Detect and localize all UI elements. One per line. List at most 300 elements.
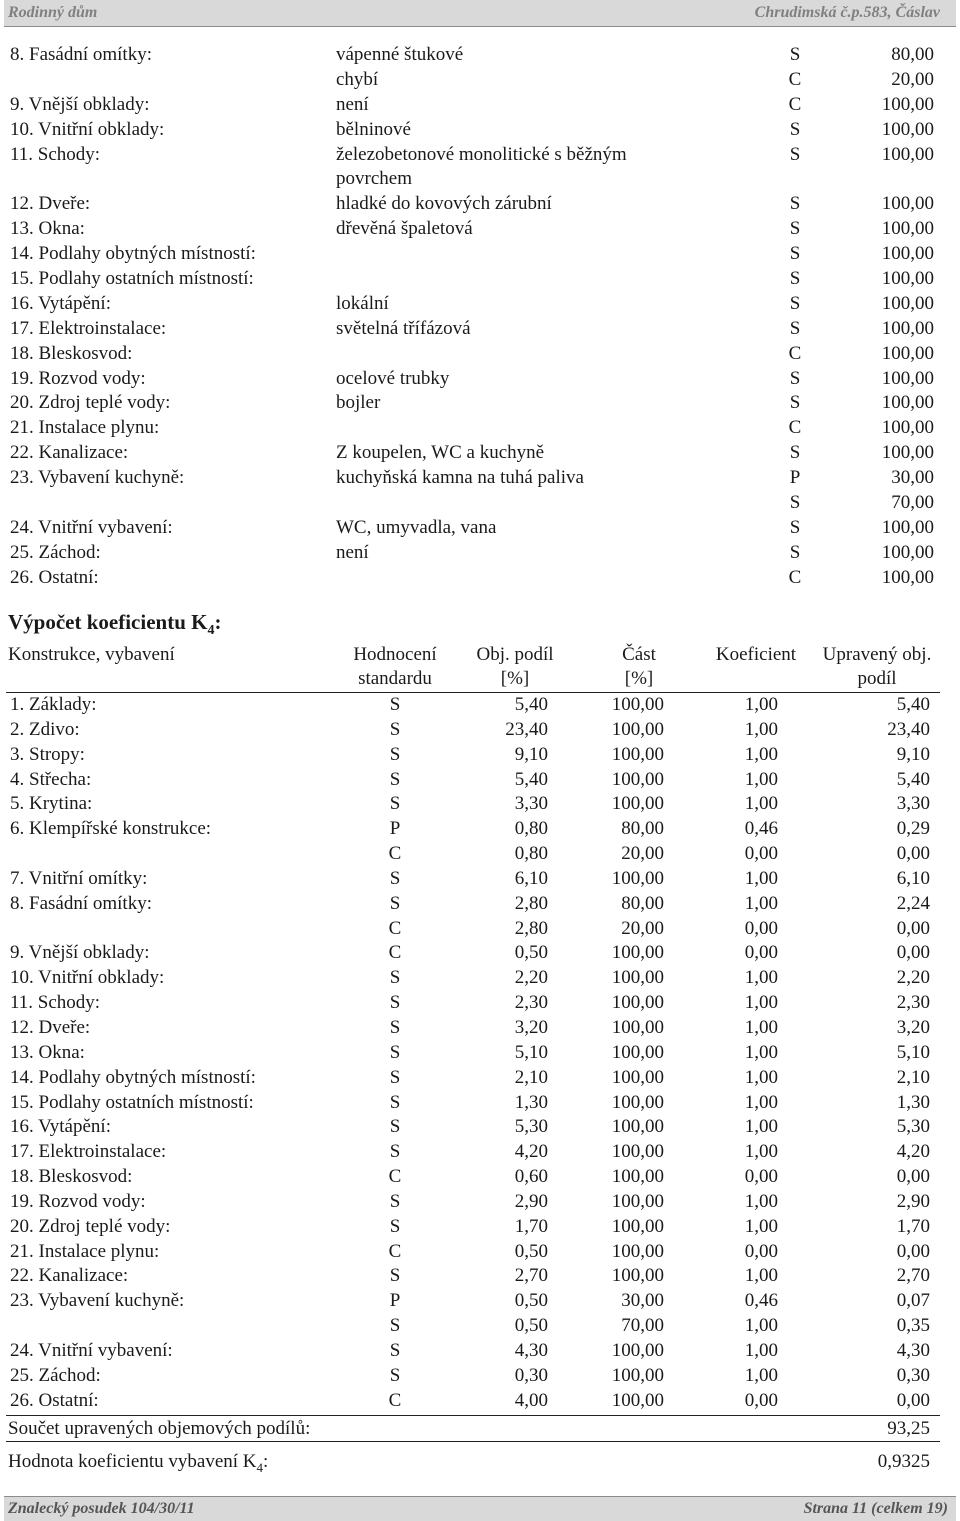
row-construction: 12. Dveře:	[10, 1016, 91, 1038]
row-standard: P	[389, 818, 401, 840]
row-standard: S	[389, 1041, 401, 1063]
equipment-row	[0, 143, 960, 168]
row-adjusted: 0,00	[896, 843, 930, 865]
row-coef: 1,00	[744, 992, 778, 1014]
row-construction: 8. Fasádní omítky:	[10, 892, 152, 914]
row-coef: 0,46	[744, 1290, 778, 1312]
footer-right: Strana 11 (celkem 19)	[803, 1500, 948, 1517]
item-standard: S	[789, 268, 801, 290]
row-part: 100,00	[611, 1116, 664, 1138]
row-part: 100,00	[611, 1041, 664, 1063]
table-row	[0, 966, 960, 991]
item-percent: 100,00	[881, 566, 934, 588]
table-row	[0, 941, 960, 966]
table-row	[0, 1066, 960, 1091]
row-adjusted: 0,35	[896, 1315, 930, 1337]
row-standard: S	[389, 1190, 401, 1212]
item-percent: 100,00	[881, 417, 934, 439]
table-row	[0, 867, 960, 892]
row-coef: 1,00	[744, 1041, 778, 1063]
equipment-row	[0, 242, 960, 267]
row-part: 100,00	[611, 1215, 664, 1237]
col-adjusted: Upravený obj. podíl	[822, 644, 932, 689]
sum-value: 93,25	[887, 1418, 930, 1439]
row-adjusted: 1,30	[896, 1091, 930, 1113]
equipment-row	[0, 68, 960, 93]
row-part: 100,00	[611, 1066, 664, 1088]
item-standard: S	[789, 218, 801, 240]
item-name: 9. Vnější obklady:	[10, 93, 150, 115]
row-coef: 1,00	[744, 1091, 778, 1113]
item-percent: 80,00	[891, 44, 934, 65]
item-standard: S	[789, 516, 801, 538]
row-standard: C	[388, 1389, 402, 1411]
table-row	[0, 917, 960, 942]
item-description: hladké do kovových zárubní	[336, 193, 552, 215]
row-adjusted: 0,29	[896, 818, 930, 840]
table-row	[0, 792, 960, 817]
row-standard: C	[388, 942, 402, 964]
row-coef: 1,00	[744, 1190, 778, 1212]
row-construction: 14. Podlahy obytných místností:	[10, 1066, 256, 1088]
equipment-row	[0, 292, 960, 317]
row-coef: 1,00	[744, 867, 778, 889]
sum-row	[0, 1416, 960, 1441]
equipment-row	[0, 441, 960, 466]
coef-value-row	[0, 1449, 960, 1474]
row-part: 70,00	[621, 1315, 664, 1337]
header-right: Chrudimská č.p.583, Čáslav	[754, 4, 940, 21]
row-adjusted: 2,20	[896, 967, 930, 989]
row-construction: 15. Podlahy ostatních místností:	[10, 1091, 254, 1113]
row-adjusted: 23,40	[887, 718, 930, 740]
row-coef: 1,00	[744, 967, 778, 989]
item-standard: C	[788, 566, 802, 588]
item-percent: 100,00	[881, 268, 934, 290]
row-coef: 1,00	[744, 1066, 778, 1088]
item-name: 21. Instalace plynu:	[10, 417, 160, 439]
row-share: 2,30	[514, 992, 548, 1014]
item-name: 14. Podlahy obytných místností:	[10, 243, 256, 265]
row-standard: S	[389, 718, 401, 740]
item-standard: C	[788, 68, 802, 90]
equipment-row	[0, 167, 960, 192]
item-percent: 100,00	[881, 292, 934, 314]
col-standard: Hodnocení standardu	[353, 644, 437, 689]
row-coef: 1,00	[744, 1339, 778, 1361]
table-row	[0, 693, 960, 718]
row-part: 80,00	[621, 818, 664, 840]
row-coef: 1,00	[744, 768, 778, 790]
row-part: 100,00	[611, 1091, 664, 1113]
row-coef: 1,00	[744, 694, 778, 715]
item-percent: 20,00	[891, 68, 934, 90]
row-standard: S	[389, 892, 401, 914]
row-share: 5,40	[514, 694, 548, 715]
table-row	[0, 1339, 960, 1364]
row-coef: 1,00	[744, 1364, 778, 1386]
row-adjusted: 6,10	[896, 867, 930, 889]
row-share: 1,70	[514, 1215, 548, 1237]
item-name: 25. Záchod:	[10, 541, 101, 563]
row-share: 0,50	[514, 1315, 548, 1337]
item-standard: S	[789, 243, 801, 265]
row-standard: S	[389, 1265, 401, 1287]
row-adjusted: 4,30	[896, 1339, 930, 1361]
row-adjusted: 0,00	[896, 917, 930, 939]
item-percent: 100,00	[881, 367, 934, 389]
row-adjusted: 5,30	[896, 1116, 930, 1138]
table-row	[0, 1190, 960, 1215]
row-part: 100,00	[611, 743, 664, 765]
row-share: 0,30	[514, 1364, 548, 1386]
item-standard: S	[789, 442, 801, 464]
row-construction: 21. Instalace plynu:	[10, 1240, 160, 1262]
row-part: 100,00	[611, 1265, 664, 1287]
row-standard: C	[388, 843, 402, 865]
coef-value-label: Hodnota koeficientu vybavení $K_4$:	[8, 1451, 269, 1475]
item-description: není	[336, 93, 369, 115]
row-share: 5,10	[514, 1041, 548, 1063]
row-standard: S	[389, 867, 401, 889]
equipment-row	[0, 192, 960, 217]
item-standard: S	[789, 492, 801, 514]
item-description: chybí	[336, 68, 379, 90]
equipment-row	[0, 566, 960, 591]
item-description: Z koupelen, WC a kuchyně	[336, 442, 545, 464]
footer-left: Znalecký posudek 104/30/11	[8, 1500, 195, 1517]
row-share: 2,80	[514, 892, 548, 914]
item-name: 17. Elektroinstalace:	[10, 317, 167, 339]
row-share: 2,80	[514, 917, 548, 939]
row-standard: S	[389, 992, 401, 1014]
row-coef: 0,00	[744, 1166, 778, 1188]
row-coef: 1,00	[744, 1265, 778, 1287]
row-coef: 0,00	[744, 1389, 778, 1411]
row-standard: S	[389, 1215, 401, 1237]
row-share: 9,10	[514, 743, 548, 765]
row-construction: 10. Vnitřní obklady:	[10, 967, 165, 989]
item-description: bojler	[336, 392, 381, 414]
row-part: 20,00	[621, 917, 664, 939]
row-share: 1,30	[514, 1091, 548, 1113]
item-name: 20. Zdroj teplé vody:	[10, 392, 171, 414]
item-percent: 30,00	[891, 467, 934, 489]
row-share: 2,90	[514, 1190, 548, 1212]
row-share: 4,20	[514, 1141, 548, 1163]
row-construction: 23. Vybavení kuchyně:	[10, 1290, 185, 1312]
item-standard: C	[788, 93, 802, 115]
page-footer	[4, 1496, 956, 1521]
section-title: Výpočet koeficientu $K_4$:	[8, 610, 222, 639]
item-percent: 100,00	[881, 143, 934, 165]
table-row	[0, 1314, 960, 1339]
col-part: Část [%]	[622, 644, 656, 689]
row-construction: 3. Stropy:	[10, 743, 85, 765]
row-adjusted: 5,40	[896, 694, 930, 715]
row-share: 4,00	[514, 1389, 548, 1411]
item-name: 18. Bleskosvod:	[10, 342, 133, 364]
item-name: 22. Kanalizace:	[10, 442, 129, 464]
item-description: ocelové trubky	[336, 367, 450, 389]
item-description: vápenné štukové	[336, 44, 464, 65]
row-adjusted: 4,20	[896, 1141, 930, 1163]
item-percent: 100,00	[881, 93, 934, 115]
page-header	[4, 0, 956, 27]
item-percent: 100,00	[881, 193, 934, 215]
row-coef: 1,00	[744, 1215, 778, 1237]
col-construction: Konstrukce, vybavení	[8, 644, 175, 665]
row-part: 100,00	[611, 1016, 664, 1038]
row-construction: 9. Vnější obklady:	[10, 942, 150, 964]
item-description: železobetonové monolitické s běžným	[336, 143, 627, 165]
row-adjusted: 2,30	[896, 992, 930, 1014]
equipment-row	[0, 367, 960, 392]
item-standard: C	[788, 417, 802, 439]
row-coef: 1,00	[744, 892, 778, 914]
table-row	[0, 1289, 960, 1314]
table-row	[0, 1389, 960, 1414]
row-part: 20,00	[621, 843, 664, 865]
row-adjusted: 2,10	[896, 1066, 930, 1088]
table-row	[0, 842, 960, 867]
row-standard: C	[388, 917, 402, 939]
row-adjusted: 5,40	[896, 768, 930, 790]
row-standard: S	[389, 793, 401, 815]
row-coef: 0,00	[744, 1240, 778, 1262]
row-construction: 6. Klempířské konstrukce:	[10, 818, 212, 840]
row-adjusted: 5,10	[896, 1041, 930, 1063]
col-share: Obj. podíl [%]	[476, 644, 554, 689]
col-coef: Koeficient	[715, 644, 797, 665]
row-construction: 11. Schody:	[10, 992, 101, 1014]
row-adjusted: 3,20	[896, 1016, 930, 1038]
table-row	[0, 1215, 960, 1240]
row-share: 3,30	[514, 793, 548, 815]
table-row	[0, 1140, 960, 1165]
row-adjusted: 0,00	[896, 1389, 930, 1411]
row-share: 0,50	[514, 1240, 548, 1262]
item-name: 11. Schody:	[10, 143, 101, 165]
row-adjusted: 3,30	[896, 793, 930, 815]
row-part: 80,00	[621, 892, 664, 914]
row-standard: S	[389, 1091, 401, 1113]
item-standard: S	[789, 392, 801, 414]
equipment-row	[0, 541, 960, 566]
item-percent: 100,00	[881, 218, 934, 240]
equipment-row	[0, 93, 960, 118]
item-name: 15. Podlahy ostatních místností:	[10, 268, 254, 290]
table-row	[0, 1041, 960, 1066]
equipment-row	[0, 391, 960, 416]
row-coef: 1,00	[744, 1141, 778, 1163]
item-name: 19. Rozvod vody:	[10, 367, 146, 389]
row-part: 100,00	[611, 942, 664, 964]
row-standard: S	[389, 1339, 401, 1361]
row-construction: 2. Zdivo:	[10, 718, 80, 740]
item-description: světelná třífázová	[336, 317, 471, 339]
row-part: 100,00	[611, 768, 664, 790]
equipment-row	[0, 416, 960, 441]
item-percent: 70,00	[891, 492, 934, 514]
item-name: 16. Vytápění:	[10, 292, 111, 314]
row-coef: 1,00	[744, 793, 778, 815]
row-construction: 19. Rozvod vody:	[10, 1190, 146, 1212]
row-construction: 24. Vnitřní vybavení:	[10, 1339, 173, 1361]
row-adjusted: 9,10	[896, 743, 930, 765]
row-standard: S	[389, 743, 401, 765]
row-coef: 1,00	[744, 1315, 778, 1337]
row-coef: 1,00	[744, 1116, 778, 1138]
equipment-row	[0, 342, 960, 367]
row-standard: S	[389, 768, 401, 790]
row-adjusted: 2,70	[896, 1265, 930, 1287]
row-part: 100,00	[611, 1166, 664, 1188]
row-part: 100,00	[611, 992, 664, 1014]
sum-label: Součet upravených objemových podílů:	[8, 1418, 311, 1439]
item-standard: S	[789, 292, 801, 314]
row-adjusted: 0,07	[896, 1290, 930, 1312]
row-construction: 1. Základy:	[10, 694, 97, 715]
row-construction: 17. Elektroinstalace:	[10, 1141, 167, 1163]
row-standard: C	[388, 1240, 402, 1262]
equipment-row	[0, 217, 960, 242]
row-construction: 7. Vnitřní omítky:	[10, 867, 148, 889]
equipment-row	[0, 466, 960, 491]
row-share: 6,10	[514, 867, 548, 889]
row-adjusted: 0,00	[896, 942, 930, 964]
item-percent: 100,00	[881, 541, 934, 563]
table-row	[0, 768, 960, 793]
row-standard: S	[389, 1141, 401, 1163]
row-adjusted: 1,70	[896, 1215, 930, 1237]
item-name: 26. Ostatní:	[10, 566, 99, 588]
row-coef: 0,00	[744, 843, 778, 865]
item-percent: 100,00	[881, 243, 934, 265]
item-percent: 100,00	[881, 442, 934, 464]
row-part: 100,00	[611, 1364, 664, 1386]
row-part: 100,00	[611, 967, 664, 989]
table-row	[0, 1364, 960, 1389]
item-standard: S	[789, 118, 801, 140]
item-standard: S	[789, 143, 801, 165]
row-share: 0,50	[514, 942, 548, 964]
row-share: 0,50	[514, 1290, 548, 1312]
row-part: 100,00	[611, 1339, 664, 1361]
row-part: 100,00	[611, 1141, 664, 1163]
row-part: 100,00	[611, 1190, 664, 1212]
row-construction: 5. Krytina:	[10, 793, 93, 815]
row-standard: S	[389, 1066, 401, 1088]
row-share: 5,40	[514, 768, 548, 790]
row-construction: 20. Zdroj teplé vody:	[10, 1215, 171, 1237]
equipment-row	[0, 267, 960, 292]
item-description: není	[336, 541, 369, 563]
row-coef: 0,00	[744, 917, 778, 939]
row-construction: 4. Střecha:	[10, 768, 92, 790]
row-part: 30,00	[621, 1290, 664, 1312]
table-row	[0, 1165, 960, 1190]
row-standard: S	[389, 1364, 401, 1386]
table-row	[0, 1115, 960, 1140]
item-name: 10. Vnitřní obklady:	[10, 118, 165, 140]
item-standard: S	[789, 367, 801, 389]
item-name: 12. Dveře:	[10, 193, 91, 215]
item-name: 8. Fasádní omítky:	[10, 44, 152, 65]
row-share: 23,40	[505, 718, 548, 740]
row-coef: 1,00	[744, 743, 778, 765]
row-share: 0,60	[514, 1166, 548, 1188]
equipment-row	[0, 43, 960, 68]
row-part: 100,00	[611, 694, 664, 715]
sum-rule-bottom	[6, 1441, 940, 1442]
table-row	[0, 718, 960, 743]
row-part: 100,00	[611, 867, 664, 889]
row-share: 0,80	[514, 843, 548, 865]
equipment-row	[0, 491, 960, 516]
item-standard: S	[789, 193, 801, 215]
row-share: 2,70	[514, 1265, 548, 1287]
row-part: 100,00	[611, 718, 664, 740]
item-percent: 100,00	[881, 342, 934, 364]
row-standard: S	[389, 1016, 401, 1038]
table-row	[0, 1016, 960, 1041]
row-construction: 16. Vytápění:	[10, 1116, 111, 1138]
row-share: 5,30	[514, 1116, 548, 1138]
row-construction: 26. Ostatní:	[10, 1389, 99, 1411]
row-coef: 1,00	[744, 718, 778, 740]
coef-value: 0,9325	[877, 1451, 930, 1472]
item-description: bělninové	[336, 118, 411, 140]
item-standard: S	[789, 317, 801, 339]
row-standard: S	[389, 1116, 401, 1138]
table-row	[0, 1091, 960, 1116]
row-share: 4,30	[514, 1339, 548, 1361]
row-standard: S	[389, 967, 401, 989]
item-percent: 100,00	[881, 392, 934, 414]
item-description: WC, umyvadla, vana	[336, 516, 497, 538]
item-description: dřevěná špaletová	[336, 218, 473, 240]
item-standard: S	[789, 44, 801, 65]
row-adjusted: 0,00	[896, 1240, 930, 1262]
row-coef: 0,00	[744, 942, 778, 964]
row-share: 2,20	[514, 967, 548, 989]
table-row	[0, 1264, 960, 1289]
item-name: 13. Okna:	[10, 218, 85, 240]
item-description: kuchyňská kamna na tuhá paliva	[336, 467, 584, 489]
row-part: 100,00	[611, 793, 664, 815]
row-standard: S	[389, 1315, 401, 1337]
item-standard: P	[789, 467, 801, 489]
row-coef: 1,00	[744, 1016, 778, 1038]
row-coef: 0,46	[744, 818, 778, 840]
row-adjusted: 2,90	[896, 1190, 930, 1212]
row-part: 100,00	[611, 1240, 664, 1262]
row-construction: 25. Záchod:	[10, 1364, 101, 1386]
item-percent: 100,00	[881, 317, 934, 339]
table-row	[0, 991, 960, 1016]
row-adjusted: 2,24	[896, 892, 930, 914]
row-share: 3,20	[514, 1016, 548, 1038]
row-standard: C	[388, 1166, 402, 1188]
item-percent: 100,00	[881, 118, 934, 140]
row-share: 0,80	[514, 818, 548, 840]
row-standard: S	[389, 694, 401, 715]
row-adjusted: 0,30	[896, 1364, 930, 1386]
table-row	[0, 817, 960, 842]
coef-table-header	[0, 643, 960, 691]
item-name: 23. Vybavení kuchyně:	[10, 467, 185, 489]
